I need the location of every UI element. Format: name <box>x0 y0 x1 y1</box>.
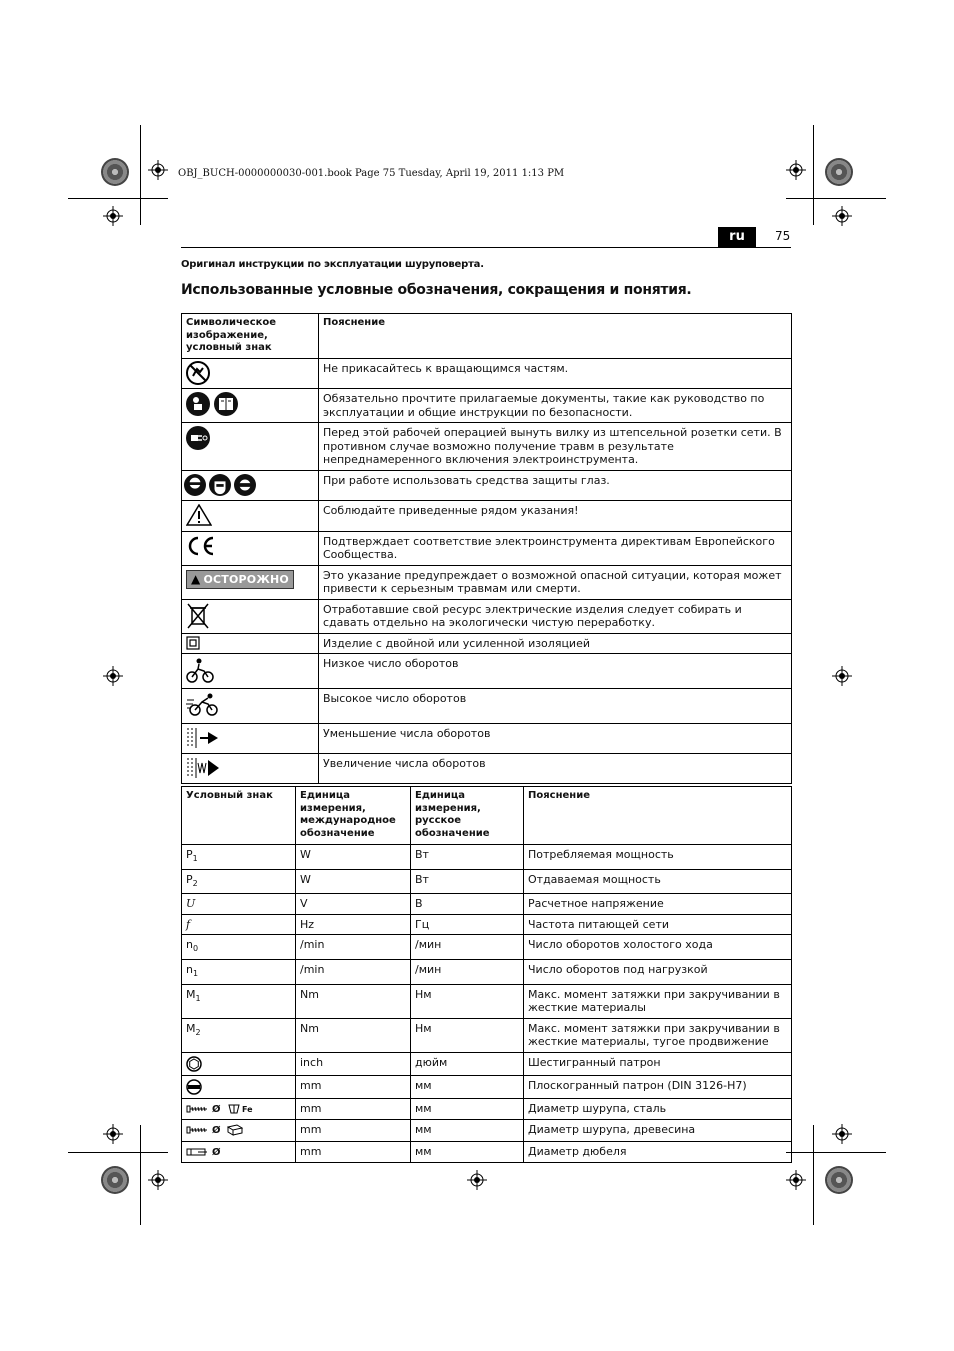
row-explanation: Отработавшие свой ресурс электрические изделия следует собирать и сдавать отдельно на экологически чистую переработку. <box>319 599 792 633</box>
warning-triangle-icon: ▲ <box>191 571 201 586</box>
warning-label-text: ОСТОРОЖНО <box>203 572 289 586</box>
screw-steel-icon <box>186 1104 208 1114</box>
row-explanation: Соблюдайте приведенные рядом указания! <box>319 500 792 531</box>
column-header-symbol: Символическое изображение, условный знак <box>182 314 319 359</box>
intl-unit-cell: Hz <box>296 914 411 935</box>
table-row <box>182 935 792 960</box>
ru-unit-cell: Вт <box>411 869 524 894</box>
ru-unit-cell: Вт <box>411 845 524 870</box>
warning-label-icon <box>186 570 294 590</box>
explanation-cell: Отдаваемая мощность <box>524 869 792 894</box>
table-row <box>182 1075 792 1098</box>
hex-chuck-icon <box>186 1056 202 1072</box>
registration-target-icon <box>832 206 852 226</box>
row-explanation: При работе использовать средства защиты глаз. <box>319 470 792 500</box>
table-row <box>182 754 792 784</box>
symbol-cell: $n_0$ <box>182 935 296 960</box>
screw-wood-icon <box>186 1125 208 1135</box>
manual-book-icon <box>214 392 238 416</box>
ru-unit-cell: дюйм <box>411 1052 524 1075</box>
intl-unit-cell: Nm <box>296 1018 411 1052</box>
table-row <box>182 470 792 500</box>
explanation-cell: Частота питающей сети <box>524 914 792 935</box>
ru-unit-cell: Нм <box>411 1018 524 1052</box>
table-row <box>182 689 792 724</box>
row-explanation: Высокое число оборотов <box>319 689 792 724</box>
column-header-symbol: Условный знак <box>182 787 296 845</box>
registration-target-icon <box>103 206 123 226</box>
row-explanation: Подтверждает соответствие электроинструмента директивам Европейского Сообщества. <box>319 531 792 565</box>
intl-unit-cell: Nm <box>296 984 411 1018</box>
table-row <box>182 894 792 915</box>
column-header-explanation: Пояснение <box>524 787 792 845</box>
table-row <box>182 654 792 689</box>
explanation-cell: Число оборотов холостого хода <box>524 935 792 960</box>
color-disc-icon <box>825 158 853 186</box>
explanation-cell: Расчетное напряжение <box>524 894 792 915</box>
intl-unit-cell: mm <box>296 1120 411 1142</box>
row-explanation: Обязательно прочтите прилагаемые документы, такие как руководство по эксплуатации и общие инструкции по безопасности. <box>319 389 792 423</box>
registration-target-icon <box>786 1170 806 1190</box>
page-number: 75 <box>775 229 791 243</box>
explanation-cell: Диаметр шурупа, сталь <box>524 1098 792 1120</box>
intl-unit-cell: /min <box>296 960 411 985</box>
table-row <box>182 1098 792 1120</box>
table-row <box>182 389 792 423</box>
table-header-row <box>182 314 792 359</box>
row-explanation: Низкое число оборотов <box>319 654 792 689</box>
symbol-cell: U <box>182 894 296 915</box>
steel-material-icon <box>227 1103 241 1115</box>
header-rule <box>181 247 791 248</box>
intl-unit-cell: V <box>296 894 411 915</box>
ru-unit-cell: В <box>411 894 524 915</box>
symbol-cell: $M_2$ <box>182 1018 296 1052</box>
file-header: OBJ_BUCH-0000000030-001.book Page 75 Tuesday, April 19, 2011 1:13 PM <box>178 168 565 179</box>
ru-unit-cell: мм <box>411 1141 524 1163</box>
intl-unit-cell: /min <box>296 935 411 960</box>
table-row <box>182 724 792 754</box>
registration-target-icon <box>148 1170 168 1190</box>
color-disc-icon <box>101 158 129 186</box>
flat-chuck-icon <box>186 1079 202 1095</box>
intl-unit-cell: inch <box>296 1052 411 1075</box>
explanation-cell: Диаметр дюбеля <box>524 1141 792 1163</box>
ru-unit-cell: мм <box>411 1098 524 1120</box>
face-shield-icon <box>209 474 231 496</box>
symbol-cell: Ø <box>182 1120 296 1142</box>
table-header-row <box>182 787 792 845</box>
row-explanation: Уменьшение числа оборотов <box>319 724 792 754</box>
section-heading: Использованные условные обозначения, сокращения и понятия. <box>181 282 692 298</box>
column-header-explanation: Пояснение <box>319 314 792 359</box>
intl-unit-cell: W <box>296 869 411 894</box>
intl-unit-cell: mm <box>296 1098 411 1120</box>
registration-target-icon <box>148 160 168 180</box>
table-row <box>182 531 792 565</box>
no-touch-rotating-icon <box>186 361 210 385</box>
ru-unit-cell: Нм <box>411 984 524 1018</box>
eye-protection-icon <box>184 474 206 496</box>
read-manual-icon <box>186 392 210 416</box>
row-explanation: Не прикасайтесь к вращающимся частям. <box>319 359 792 389</box>
double-insulation-icon <box>186 636 200 650</box>
units-table <box>181 786 792 1163</box>
ru-unit-cell: мм <box>411 1120 524 1142</box>
table-row <box>182 869 792 894</box>
registration-target-icon <box>786 160 806 180</box>
table-row <box>182 565 792 599</box>
ce-mark-icon <box>186 535 216 557</box>
row-explanation: Перед этой рабочей операцией вынуть вилку из штепсельной розетки сети. В противном случае возможно получение травм в результате непреднамеренного включения электроинструмента. <box>319 423 792 471</box>
registration-target-icon <box>832 666 852 686</box>
explanation-cell: Плоскогранный патрон (DIN 3126-H7) <box>524 1075 792 1098</box>
table-row <box>182 914 792 935</box>
high-speed-icon <box>186 692 220 716</box>
table-row <box>182 500 792 531</box>
ru-unit-cell: /мин <box>411 960 524 985</box>
table-row <box>182 1141 792 1163</box>
warning-triangle-icon <box>186 504 212 526</box>
weee-bin-icon <box>186 603 210 629</box>
symbol-cell: $P_1$ <box>182 845 296 870</box>
language-badge: ru <box>718 227 756 247</box>
intl-unit-cell: mm <box>296 1141 411 1163</box>
intl-unit-cell: mm <box>296 1075 411 1098</box>
row-explanation: Увеличение числа оборотов <box>319 754 792 784</box>
color-disc-icon <box>825 1166 853 1194</box>
ru-unit-cell: /мин <box>411 935 524 960</box>
registration-target-icon <box>103 1124 123 1144</box>
column-header-intl-unit: Единица измерения, международное обозначение <box>296 787 411 845</box>
speed-decrease-icon <box>186 727 220 749</box>
explanation-cell: Макс. момент затяжки при закручивании в жесткие материалы <box>524 984 792 1018</box>
low-speed-icon <box>186 657 214 683</box>
dowel-icon <box>186 1147 208 1157</box>
ru-unit-cell: Гц <box>411 914 524 935</box>
wood-material-icon <box>227 1124 243 1136</box>
explanation-cell: Потребляемая мощность <box>524 845 792 870</box>
table-row <box>182 599 792 633</box>
document-subtitle: Оригинал инструкции по эксплуатации шуруповерта. <box>181 259 484 270</box>
explanation-cell: Диаметр шурупа, древесина <box>524 1120 792 1142</box>
registration-target-icon <box>832 1124 852 1144</box>
symbol-cell: $n_1$ <box>182 960 296 985</box>
row-explanation: Это указание предупреждает о возможной опасной ситуации, которая может привести к серьезным травмам или смерти. <box>319 565 792 599</box>
table-row <box>182 359 792 389</box>
unplug-icon <box>186 426 210 450</box>
symbol-cell: Ø <box>182 1141 296 1163</box>
symbol-cell: Ø Fe <box>182 1098 296 1120</box>
intl-unit-cell: W <box>296 845 411 870</box>
symbol-cell: f <box>182 914 296 935</box>
table-row <box>182 984 792 1018</box>
column-header-ru-unit: Единица измерения, русское обозначение <box>411 787 524 845</box>
goggles-icon <box>234 474 256 496</box>
table-row <box>182 1018 792 1052</box>
explanation-cell: Число оборотов под нагрузкой <box>524 960 792 985</box>
registration-target-icon <box>467 1170 487 1190</box>
symbol-cell <box>182 1052 296 1075</box>
table-row <box>182 633 792 654</box>
explanation-cell: Шестигранный патрон <box>524 1052 792 1075</box>
explanation-cell: Макс. момент затяжки при закручивании в жесткие материалы, тугое продвижение <box>524 1018 792 1052</box>
color-disc-icon <box>101 1166 129 1194</box>
table-row <box>182 1052 792 1075</box>
table-row <box>182 423 792 471</box>
ru-unit-cell: мм <box>411 1075 524 1098</box>
symbol-cell: $M_1$ <box>182 984 296 1018</box>
table-row <box>182 845 792 870</box>
symbols-table <box>181 313 792 784</box>
symbol-cell <box>182 1075 296 1098</box>
row-explanation: Изделие с двойной или усиленной изоляцией <box>319 633 792 654</box>
table-row <box>182 1120 792 1142</box>
registration-target-icon <box>103 666 123 686</box>
table-row <box>182 960 792 985</box>
speed-increase-icon <box>186 757 220 779</box>
symbol-cell: $P_2$ <box>182 869 296 894</box>
